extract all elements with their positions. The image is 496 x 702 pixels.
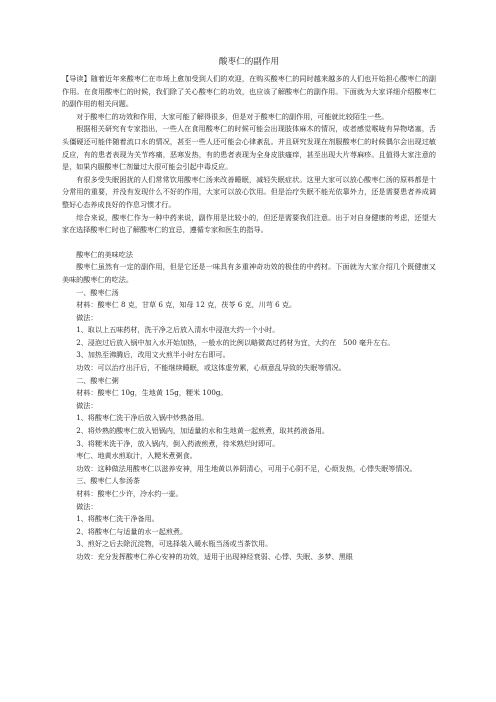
paragraph: 【导读】随着近年来酸枣仁在市场上愈加受到人们的欢迎，在购买酸枣仁的同时越来越多的人们也开始担心酸枣仁的副作用。在食用酸枣仁的时候，我们除了关心酸枣仁的功效，也应该了解酸枣仁的副作用。下面就为大家详细介绍酸枣仁的副作用的相关问题。 — [62, 74, 436, 109]
paragraph: 综合来说，酸枣仁作为一种中药来说，副作用是比较小的，但还是需要我们注意。出于对自身健康的考虑，还望大家在选择酸枣仁时也了解酸枣仁的宜忌，遵循专家和医生的指导。 — [62, 212, 436, 235]
paragraph: 材料：酸枣仁 8 克，甘草 6 克，知母 12 克，茯苓 6 克，川芎 6 克。 — [76, 300, 297, 310]
paragraph: 功效：这种做法用酸枣仁以滋养安神，用生地黄以养阴清心，可用于心阴不足，心烦发热，心悸失眠等情况。 — [76, 463, 417, 473]
document-page — [62, 56, 436, 564]
section-gap — [62, 237, 436, 249]
paragraph: 做法： — [76, 501, 98, 511]
recipes-section — [62, 249, 436, 564]
paragraph: 一、酸枣仁汤 — [76, 287, 119, 297]
paragraph: 三、酸枣仁人参汤茶 — [76, 476, 141, 486]
paragraph: 2、将炒熟的酸枣仁放入铝锅内，加适量的水和生地黄一起煎煮，取其药液备用。 — [76, 426, 329, 436]
paragraph: 3、煎好之后去除沉淀物，可选择装入暖水瓶当汤或当茶饮用。 — [76, 539, 273, 549]
side-effects-section — [62, 73, 436, 237]
paragraph: 做法： — [76, 312, 98, 322]
paragraph: 3、加热至沸腾后，改用文火煎半小时左右即可。 — [76, 350, 230, 360]
paragraph: 有很多受失眠困扰的人们常常饮用酸枣仁汤来改善睡眠，减轻失眠症状。这里大家可以放心酸枣仁汤的原料都是十分常用的重要，并没有发现什么不好的作用，大家可以放心饮用。但是治疗失眠不能光依靠外力，还是需要患者养成调整好心态养成良好的作息习惯才行。 — [62, 174, 436, 209]
paragraph: 1、将酸枣仁洗干净备用。 — [76, 514, 159, 524]
paragraph: 酸枣仁的美味吃法 — [76, 249, 133, 259]
paragraph: 3、将粳米洗干净，放入锅内，倒入药液煎煮，待米熟烂时即可。 — [76, 438, 280, 448]
paragraph: 功效：充分发挥酸枣仁养心安神的功效，适用于出现神经衰弱、心悸、失眠、多梦、黑眼 — [76, 551, 353, 561]
paragraph: 材料：酸枣仁少许，冷水约一壶。 — [76, 489, 183, 498]
paragraph: 功效：可以治疗出汗后，不能继续睡眠，或这体虚劳累，心烦意乱导致的失眠等情况。 — [76, 363, 346, 373]
paragraph: 酸枣仁虽然有一定的副作用，但是它还是一味具有多重神奇功效的极佳的中药材。下面就为大家介绍几个既健康又美味的酸枣仁的吃法。 — [62, 262, 436, 284]
paragraph: 2、将酸枣仁与适量的水一起煎煮。 — [76, 526, 188, 536]
paragraph: 对于酸枣仁的功效和作用，大家可能了解得很多，但是对于酸枣仁的副作用，可能就比较陌生一些。 — [76, 111, 389, 121]
paragraph: 1、将酸枣仁洗干净后放入锅中炒熟备用。 — [76, 413, 209, 423]
document-title: 酸枣仁的副作用 — [218, 57, 280, 67]
paragraph: 二、酸枣仁粥 — [76, 375, 119, 385]
paragraph: 枣仁、地黄水煎取汁，入粳米煮粥食。 — [76, 451, 197, 461]
paragraph: 材料：酸枣仁 10g，生地黄 15g，粳米 100g。 — [76, 388, 228, 398]
paragraph: 根据相关研究有专家指出，一些人在食用酸枣仁的时候可能会出现肢体麻木的情况，或者感觉喉咙有异物堵塞，舌头僵硬还可能伴随着流口水的情况，甚至一些人还可能会心律紊乱。并且研究发现在剂服酸枣仁的时候偶尔会出现过敏反应，有的患者表现为关节疼痛，恶寒发热，有的患者表现为全身皮肤瘙痒，甚至出现大片荨麻疹。且值得大家注意的是，如果内服酸枣仁剂量过大很可能会引起中毒反应。 — [62, 124, 436, 172]
paragraph: 2、浸泡过后放入锅中加入水开始加热，一般水的比例以略微高过药材为宜，大约在 500 毫升左右。 — [76, 337, 395, 347]
paragraph: 做法： — [76, 400, 98, 410]
paragraph: 1、取以上五味药材，洗干净之后放入清水中浸泡大约一个小时。 — [76, 325, 280, 335]
